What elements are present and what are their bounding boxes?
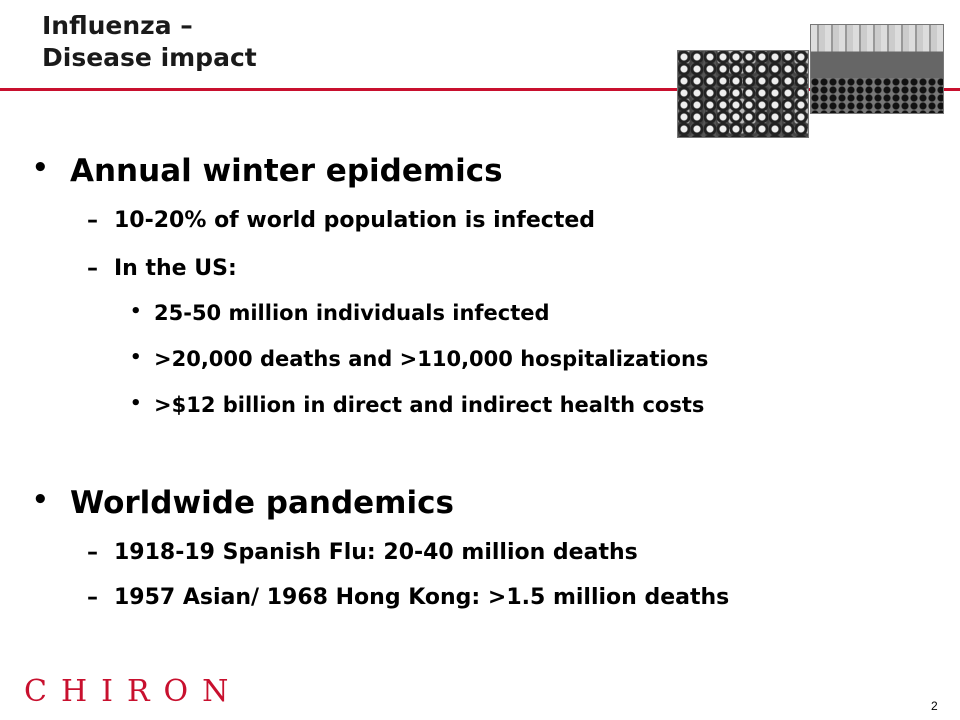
bullet-heading bbox=[32, 153, 503, 189]
dash-icon: – bbox=[87, 585, 98, 610]
sub-bullet-text: In the US: bbox=[114, 256, 237, 281]
slide-title-line-2: Disease impact bbox=[42, 43, 257, 72]
sub-sub-bullet bbox=[130, 347, 709, 371]
page-number: 2 bbox=[931, 699, 938, 713]
bullet-dot-icon: • bbox=[32, 485, 49, 515]
sub-bullet bbox=[87, 208, 596, 233]
sub-sub-bullet bbox=[130, 301, 550, 325]
bullet-heading bbox=[32, 485, 454, 521]
crowd-photo bbox=[677, 50, 809, 138]
sub-bullet bbox=[87, 256, 237, 281]
sub-bullet-text: 1957 Asian/ 1968 Hong Kong: >1.5 million deaths bbox=[114, 585, 730, 610]
dash-icon: – bbox=[87, 256, 98, 281]
sub-bullet-text: 1918-19 Spanish Flu: 20-40 million deaths bbox=[114, 540, 638, 565]
chiron-logo: CHIRON bbox=[24, 674, 243, 709]
bullet-dot-icon: • bbox=[130, 347, 142, 368]
bullet-heading-text: Worldwide pandemics bbox=[70, 485, 454, 521]
sub-sub-bullet-text: >$12 billion in direct and indirect health costs bbox=[154, 393, 705, 417]
dash-icon: – bbox=[87, 540, 98, 565]
sub-sub-bullet-text: 25-50 million individuals infected bbox=[154, 301, 550, 325]
bullet-dot-icon: • bbox=[130, 301, 142, 322]
sub-bullet bbox=[87, 540, 638, 565]
bullet-dot-icon: • bbox=[32, 153, 49, 183]
sub-sub-bullet-text: >20,000 deaths and >110,000 hospitalizations bbox=[154, 347, 709, 371]
sub-sub-bullet bbox=[130, 393, 705, 417]
sub-bullet-text: 10-20% of world population is infected bbox=[114, 208, 596, 233]
dash-icon: – bbox=[87, 208, 98, 233]
bullet-dot-icon: • bbox=[130, 393, 142, 414]
bullet-heading-text: Annual winter epidemics bbox=[70, 153, 503, 189]
sub-bullet bbox=[87, 585, 730, 610]
slide-title-line-1: Influenza – bbox=[42, 11, 193, 40]
street-crowd-photo bbox=[810, 24, 944, 114]
slide-title bbox=[42, 10, 257, 74]
